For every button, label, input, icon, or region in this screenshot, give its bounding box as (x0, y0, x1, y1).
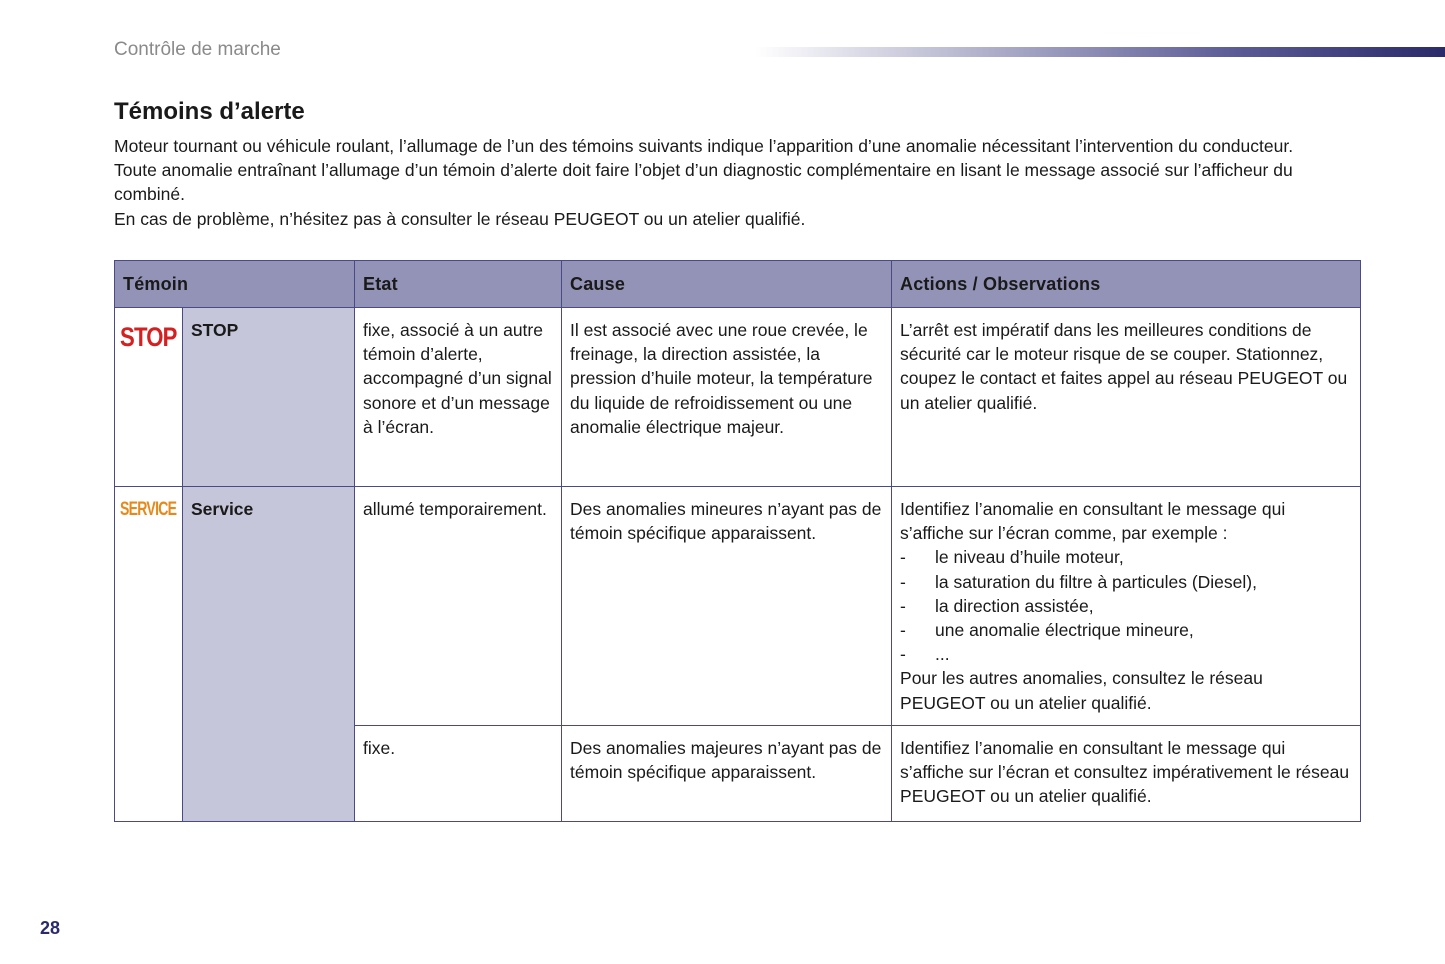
service-icon-cell (115, 487, 183, 822)
service-action-1 (892, 487, 1361, 726)
stop-warning-icon: STOP (120, 322, 177, 352)
intro-text (114, 134, 1354, 231)
list-item: - une anomalie électrique mineure, (900, 620, 1194, 641)
stop-action: L’arrêt est impératif dans les meilleures conditions de sécurité car le moteur risque de se couper. Stationnez, coupez le contact et faites appel au réseau PEUGEOT ou un atelier qualifié. (892, 308, 1361, 487)
table-header-row (115, 261, 1361, 308)
column-header-etat: Etat (355, 261, 562, 308)
column-header-temoin: Témoin (115, 261, 355, 308)
service-etat-2: fixe. (355, 725, 562, 821)
stop-etat: fixe, associé à un autre témoin d’alerte, accompagné d’un signal sonore et d’un message à l’écran. (355, 308, 562, 487)
stop-cause: Il est associé avec une roue crevée, le freinage, la direction assistée, la pression d’huile moteur, la température du liquide de refroidissement ou une anomalie électrique majeur. (562, 308, 892, 487)
list-item: - la direction assistée, (900, 595, 1094, 616)
table-row-service-1 (115, 487, 1361, 726)
service-warning-icon: SERVICE (120, 499, 177, 520)
column-header-cause: Cause (562, 261, 892, 308)
table-row-stop (115, 308, 1361, 487)
list-item: - la saturation du filtre à particules (Diesel), (900, 571, 1257, 592)
intro-paragraph: Moteur tournant ou véhicule roulant, l’allumage de l’un des témoins suivants indique l’apparition d’une anomalie nécessitant l’intervention du conducteur. (114, 136, 1294, 156)
list-item: - ... (900, 644, 950, 665)
service-action-intro: Identifiez l’anomalie en consultant le message qui s’affiche sur l’écran comme, par exemple : (900, 499, 1286, 544)
service-name: Service (183, 487, 355, 822)
service-cause-1: Des anomalies mineures n’ayant pas de témoin spécifique apparaissent. (562, 487, 892, 726)
header-gradient-bar (755, 47, 1445, 57)
service-etat-1: allumé temporairement. (355, 487, 562, 726)
section-title: Témoins d’alerte (114, 98, 305, 125)
service-action-2: Identifiez l’anomalie en consultant le message qui s’affiche sur l’écran et consultez impérativement le réseau PEUGEOT ou un atelier qualifié. (892, 725, 1361, 821)
column-header-actions: Actions / Observations (892, 261, 1361, 308)
service-cause-2: Des anomalies majeures n’ayant pas de témoin spécifique apparaissent. (562, 725, 892, 821)
warning-lights-table (114, 260, 1361, 822)
running-header: Contrôle de marche (114, 39, 281, 60)
intro-paragraph: En cas de problème, n’hésitez pas à consulter le réseau PEUGEOT ou un atelier qualifié. (114, 208, 806, 229)
page-number: 28 (40, 918, 61, 938)
stop-name: STOP (183, 308, 355, 487)
intro-paragraph: Toute anomalie entraînant l’allumage d’un témoin d’alerte doit faire l’objet d’un diagnostic complémentaire en lisant le message associé sur l’afficheur du combiné. (114, 160, 1293, 205)
list-item: - le niveau d’huile moteur, (900, 547, 1124, 568)
service-action-outro: Pour les autres anomalies, consultez le réseau PEUGEOT ou un atelier qualifié. (900, 668, 1263, 713)
stop-icon-cell (115, 308, 183, 487)
